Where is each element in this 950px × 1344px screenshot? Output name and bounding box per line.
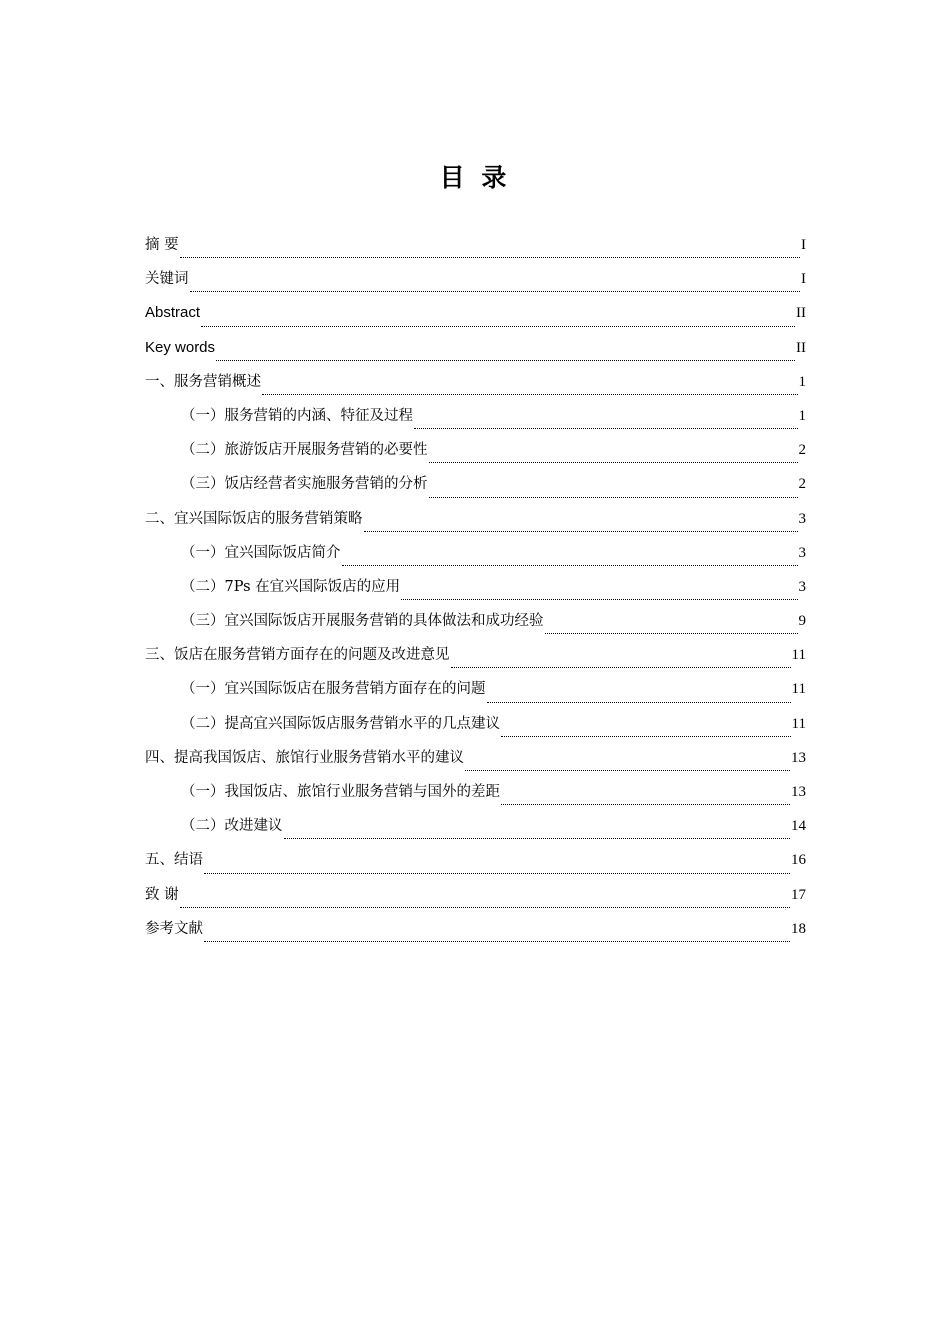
toc-entry-label: （二）7Ps 在宜兴国际饭店的应用 <box>181 578 401 595</box>
toc-entry-label: 一、服务营销概述 <box>145 373 261 390</box>
toc-entry[interactable] <box>145 439 806 473</box>
toc-entry[interactable] <box>145 781 806 815</box>
toc-entry-page-number: 1 <box>798 373 806 390</box>
toc-entry[interactable] <box>145 337 806 371</box>
toc-entry-page-number: 3 <box>798 544 806 561</box>
toc-dot-leader <box>262 394 798 395</box>
toc-dot-leader <box>414 428 798 429</box>
toc-dot-leader <box>401 599 797 600</box>
toc-dot-leader <box>429 462 798 463</box>
toc-entry[interactable] <box>145 884 806 918</box>
toc-dot-leader <box>501 804 790 805</box>
toc-entry[interactable] <box>145 473 806 507</box>
toc-dot-leader <box>204 941 790 942</box>
toc-entry-label: Key words <box>145 338 216 356</box>
toc-dot-leader <box>180 907 790 908</box>
page-title: 目 录 <box>439 163 511 192</box>
toc-dot-leader <box>501 736 791 737</box>
toc-entry-label: 致 谢 <box>145 886 179 903</box>
toc-dot-leader <box>342 565 798 566</box>
toc-entry-label: （一）宜兴国际饭店简介 <box>181 544 341 561</box>
toc-entry[interactable] <box>145 849 806 883</box>
toc-entry-label: 三、饭店在服务营销方面存在的问题及改进意见 <box>145 647 450 664</box>
toc-dot-leader <box>204 873 790 874</box>
toc-entry-label: 二、宜兴国际饭店的服务营销策略 <box>145 510 363 527</box>
toc-entry[interactable] <box>145 405 806 439</box>
toc-entry-label: 参考文献 <box>145 920 203 937</box>
toc-entry[interactable] <box>145 576 806 610</box>
toc-dot-leader <box>180 257 800 258</box>
toc-entry-page-number: 2 <box>798 476 806 493</box>
toc-entry-label: （二）改进建议 <box>181 818 283 835</box>
toc-dot-leader <box>190 291 801 292</box>
toc-entry[interactable] <box>145 234 806 268</box>
toc-entry-label: 摘 要 <box>145 237 179 253</box>
toc-entry-page-number: 17 <box>791 886 806 903</box>
toc-entry[interactable] <box>145 371 806 405</box>
toc-entry-page-number: 11 <box>791 647 806 664</box>
toc-dot-leader <box>364 531 798 532</box>
toc-entry-page-number: II <box>796 305 806 322</box>
toc-entry-page-number: 1 <box>798 407 806 424</box>
toc-entry-label: 关键词 <box>145 271 189 288</box>
toc-entry-page-number: 16 <box>791 852 806 869</box>
toc-dot-leader <box>216 360 795 361</box>
toc-entry-label: 四、提高我国饭店、旅馆行业服务营销水平的建议 <box>145 749 464 766</box>
toc-dot-leader <box>284 838 791 839</box>
toc-entry-page-number: 18 <box>791 920 806 937</box>
toc-entry-page-number: 11 <box>791 681 806 698</box>
toc-entry-label: （三）饭店经营者实施服务营销的分析 <box>181 476 428 493</box>
toc-entry[interactable] <box>145 918 806 952</box>
toc-entry[interactable] <box>145 747 806 781</box>
toc-entry[interactable] <box>145 678 806 712</box>
toc-dot-leader <box>465 770 790 771</box>
toc-entry-label: Abstract <box>145 304 201 322</box>
toc-entry-page-number: I <box>801 237 806 253</box>
toc-entry[interactable] <box>145 302 806 336</box>
toc-dot-leader <box>429 497 798 498</box>
toc-entry-label: （二）提高宜兴国际饭店服务营销水平的几点建议 <box>181 715 500 732</box>
toc-dot-leader <box>487 702 791 703</box>
toc-entry-page-number: 13 <box>791 749 806 766</box>
toc-entry-label: （二）旅游饭店开展服务营销的必要性 <box>181 442 428 459</box>
toc-entry[interactable] <box>145 610 806 644</box>
toc-entry-page-number: 13 <box>791 784 806 800</box>
toc-dot-leader <box>545 633 798 634</box>
toc-entry-label: 五、结语 <box>145 852 203 869</box>
table-of-contents <box>145 234 806 952</box>
toc-entry-page-number: 3 <box>798 578 806 595</box>
toc-entry-page-number: 11 <box>791 715 806 732</box>
toc-entry-page-number: 14 <box>791 818 806 835</box>
toc-entry-page-number: 3 <box>798 510 806 527</box>
toc-entry-page-number: 2 <box>798 442 806 459</box>
toc-entry[interactable] <box>145 815 806 849</box>
toc-dot-leader <box>451 667 791 668</box>
toc-entry[interactable] <box>145 508 806 542</box>
toc-entry[interactable] <box>145 542 806 576</box>
toc-entry-page-number: II <box>796 339 806 356</box>
toc-entry-page-number: 9 <box>798 613 806 630</box>
toc-entry[interactable] <box>145 268 806 302</box>
toc-entry-label: （一）服务营销的内涵、特征及过程 <box>181 407 413 424</box>
toc-entry-label: （一）我国饭店、旅馆行业服务营销与国外的差距 <box>181 784 500 800</box>
toc-entry-label: （三）宜兴国际饭店开展服务营销的具体做法和成功经验 <box>181 613 544 630</box>
toc-dot-leader <box>201 326 795 327</box>
toc-entry-page-number: I <box>801 271 806 288</box>
toc-entry[interactable] <box>145 644 806 678</box>
toc-entry[interactable] <box>145 713 806 747</box>
toc-entry-label: （一）宜兴国际饭店在服务营销方面存在的问题 <box>181 681 486 698</box>
